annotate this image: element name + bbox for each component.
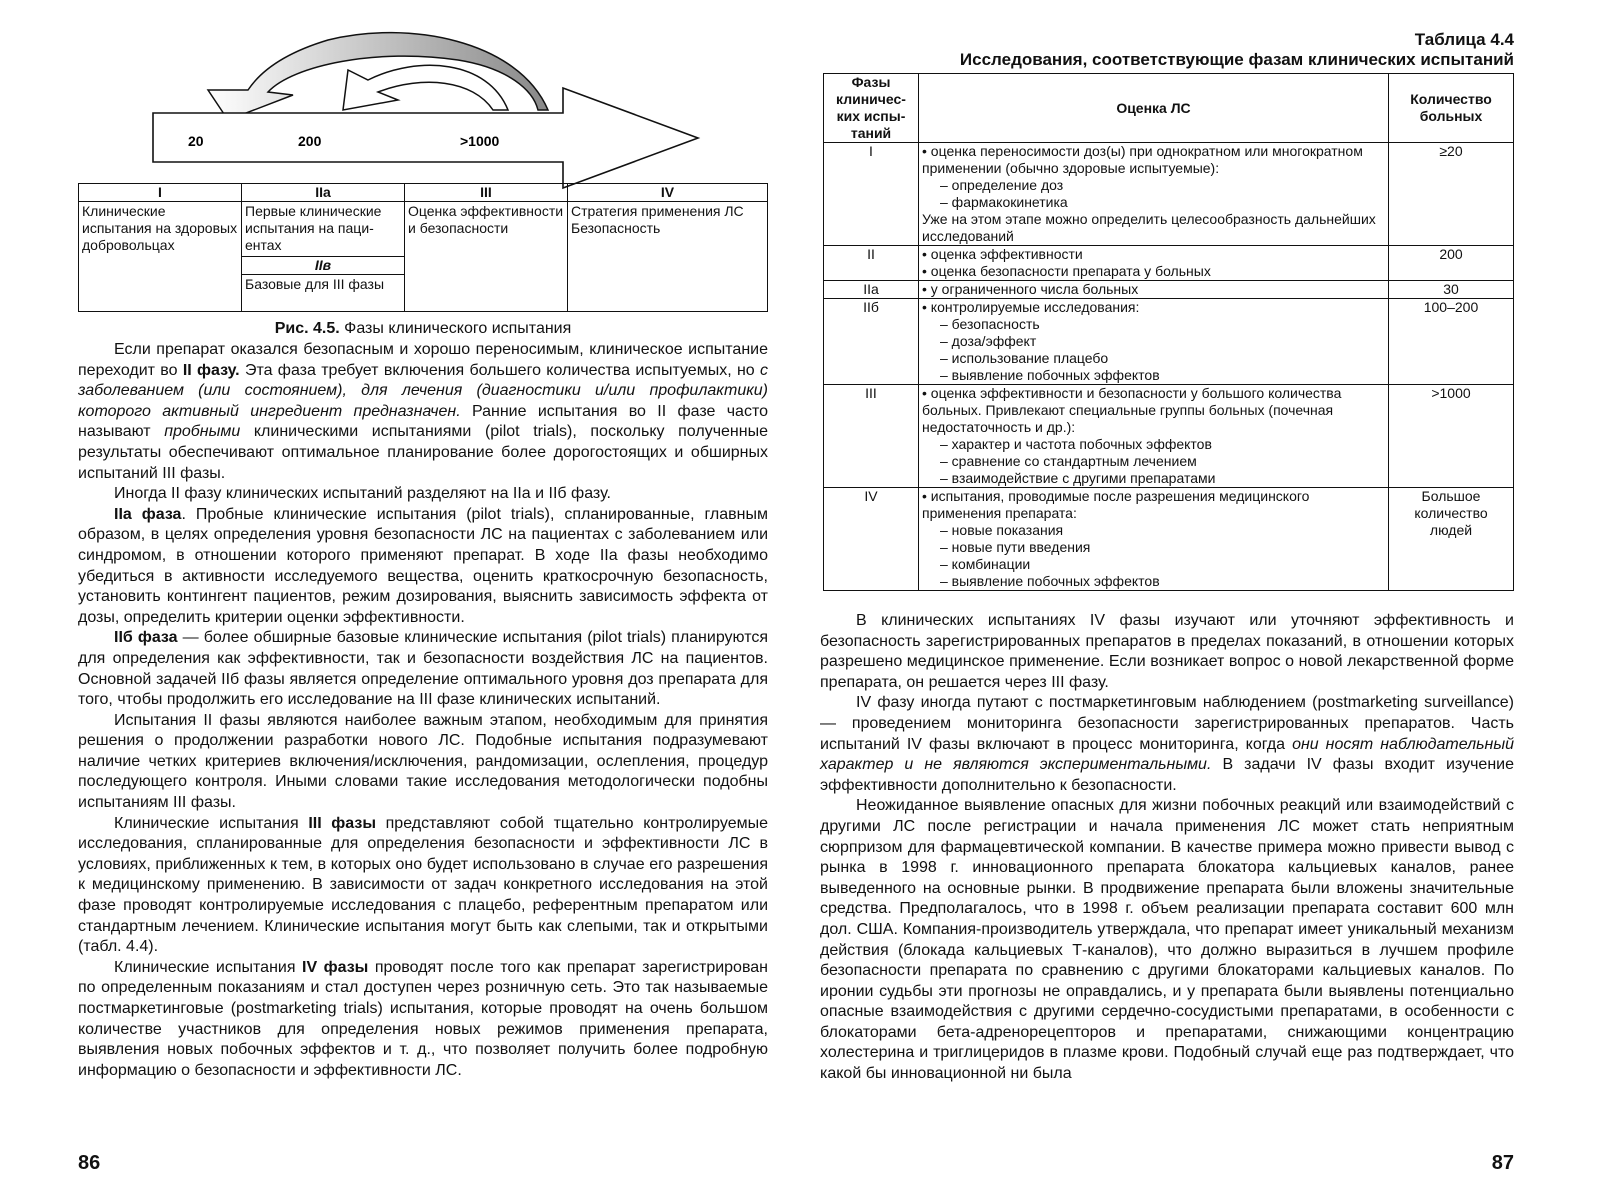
row-phase: III	[824, 385, 919, 488]
phase-body-iv: Стратегия применения ЛС Безопасность	[568, 202, 768, 312]
page-number-right: 87	[1491, 1152, 1514, 1174]
paragraph: Испытания II фазы являются наиболее важным этапом, необходимым для принятия решения о продолжении разработки нового ЛС. Подобные испытания подразумевают наличие четких критериев включения/исключения, рандомизации, ослепления, процедур последующего контроля. Иными словами такие исследования методологически подобны испытаниям III фазы.	[78, 711, 768, 812]
arrow-number-200: 200	[298, 133, 322, 149]
table-row	[824, 385, 1514, 488]
row-count: 200	[1389, 246, 1514, 281]
phase-body-i: Клинические испытания на здоровых добровольцах	[79, 202, 242, 312]
row-assessment	[919, 488, 1389, 591]
arrow-number-1000: >1000	[460, 133, 500, 149]
header-phase: Фазы клиничес-ких испы-таний	[824, 74, 919, 143]
phases-arrow-diagram	[78, 20, 768, 190]
table-number: Таблица 4.4	[1414, 30, 1514, 49]
phase-head-iia: IIa	[242, 184, 405, 202]
table-row	[824, 143, 1514, 246]
phase-head-i: I	[79, 184, 242, 202]
paragraph: Иногда II фазу клинических испытаний разделяют на IIa и IIб фазу.	[114, 485, 611, 503]
paragraph: IIб фаза — более обширные базовые клинические испытания (pilot trials) планируются для определения как эффективности, так и безопасности воздействия ЛС на пациентов. Основной задачей IIб фазы является определение оптимального уровня доз препарата для того, чтобы продолжить его исследование на III фазе клинических испытаний.	[78, 629, 769, 709]
assessment-line: • оценка эффективности и безопасности у большого количества больных. Привлекают специальные группы больных (почечная недостаточность и др.):	[922, 385, 1342, 435]
right-page	[800, 0, 1600, 1188]
row-assessment	[919, 281, 1389, 299]
table-row	[824, 246, 1514, 281]
row-phase: IIб	[824, 299, 919, 385]
paragraph: IIa фаза. Пробные клинические испытания (pilot trials), спланированные, главным образом, в целях определения уровня безопасности ЛС на пациентах с заболеванием или синдромом, в отношении которого применяют препарат. В ходе IIa фазы необходимо убедиться в активности исследуемого вещества, оценить краткосрочную безопасность, установить контингент пациентов, режим дозирования, выяснить зависимость эффекта от дозы, определить критерии оценки эффективности.	[78, 505, 769, 626]
header-assessment: Оценка ЛС	[919, 74, 1389, 143]
phase-body-iib: Базовые для III фазы	[242, 275, 405, 312]
assessment-line: – новые показания	[940, 522, 1064, 538]
assessment-line: – выявление побочных эффектов	[940, 573, 1160, 589]
row-phase: I	[824, 143, 919, 246]
row-assessment	[919, 143, 1389, 246]
assessment-line: – новые пути введения	[940, 539, 1091, 555]
table-row	[824, 488, 1514, 591]
row-count: ≥20	[1389, 143, 1514, 246]
phase-head-iv: IV	[568, 184, 768, 202]
paragraph: IV фазу иногда путают с постмаркетинговым наблюдением (postmarketing surveillance) — проведением мониторинга безопасности зарегистрированных препаратов. Часть испытаний IV фазы включают в процесс мониторинга, когда они носят наблюдательный характер и не являются экспериментальными. В задачи IV фазы входит изучение эффективности дополнительно к безопасности.	[820, 694, 1514, 794]
table-title: Исследования, соответствующие фазам клинических испытаний	[959, 50, 1514, 69]
assessment-line: – сравнение со стандартным лечением	[940, 453, 1197, 469]
phase-head-iib: IIв	[242, 257, 405, 275]
assessment-line: – выявление побочных эффектов	[940, 367, 1160, 383]
page-number-left: 86	[78, 1152, 101, 1174]
row-count: Большое количество людей	[1389, 488, 1514, 591]
header-count: Количество больных	[1389, 74, 1514, 143]
assessment-line: – комбинации	[940, 556, 1031, 572]
assessment-line: • оценка эффективности	[922, 246, 1083, 262]
assessment-line: – взаимодействие с другими препаратами	[940, 470, 1216, 486]
assessment-line: – характер и частота побочных эффектов	[940, 436, 1212, 452]
figure-caption	[78, 320, 768, 338]
row-phase: IV	[824, 488, 919, 591]
row-phase: IIa	[824, 281, 919, 299]
paragraph: Неожиданное выявление опасных для жизни побочных реакций или взаимодействий с другими ЛС после регистрации и начала применения ЛС может стать неприятным сюрпризом для фармацевтической компании. В качестве примера можно привести вывод с рынка в 1998 г. инновационного препарата блокатора кальциевых каналов, ранее выведенного на основные рынки. В продвижение препарата были вложены значительные средства. Предполагалось, что в 1998 г. объем реализации препарата составит 600 млн дол. США. Компания-производитель утверждала, что препарат имеет уникальный механизм действия (блокада кальциевых Т-каналов), что должно выразиться в лучшем профиле безопасности препарата по сравнению с другими блокаторами кальциевых каналов. По иронии судьбы эти прогнозы не оправдались, и у препарата были выявлены потенциально опасные взаимодействия с другими сердечно-сосудистыми препаратами, в особенности с блокаторами бета-адренорецепторов и препаратами, снижающими концентрацию холестерина и триглицеридов в плазме крови. Подобный случай еще раз подтверждает, что какой бы инновационной ни была	[820, 797, 1514, 1083]
assessment-line: • оценка переносимости доз(ы) при однократном или многократном применении (обычно здоровые испытуемые):	[922, 143, 1363, 176]
phases-table	[78, 183, 768, 312]
assessment-line: • испытания, проводимые после разрешения медицинского применения препарата:	[922, 488, 1310, 521]
row-count: >1000	[1389, 385, 1514, 488]
row-assessment	[919, 385, 1389, 488]
right-body-text	[820, 611, 1514, 1085]
phases-assessment-table	[823, 73, 1514, 591]
table-row	[824, 299, 1514, 385]
assessment-line: – определение доз	[940, 177, 1064, 193]
table-row	[824, 281, 1514, 299]
assessment-line: – безопасность	[940, 316, 1040, 332]
curved-arrow-small	[343, 65, 508, 110]
assessment-line: • контролируемые исследования:	[922, 299, 1140, 315]
row-count: 30	[1389, 281, 1514, 299]
left-body-text	[78, 340, 768, 1081]
caption-label: Рис. 4.5.	[274, 320, 340, 337]
row-phase: II	[824, 246, 919, 281]
assessment-line: • оценка безопасности препарата у больных	[922, 263, 1211, 279]
paragraph: Клинические испытания IV фазы проводят после того как препарат зарегистрирован по определенным показаниям и стал доступен через розничную сеть. Это так называемые постмаркетинговые (postmarketing trials) испытания, которые проводят на очень большом количестве участников для определения новых режимов применения препарата, выявления новых побочных эффектов и т. д., что позволяет получить более подробную информацию о безопасности и эффективности ЛС.	[78, 958, 769, 1079]
phase-body-iii: Оценка эффективности и безопасности	[405, 202, 568, 312]
assessment-line: – фармакокинетика	[940, 194, 1068, 210]
assessment-line: • у ограниченного числа больных	[922, 281, 1139, 297]
assessment-line: – использование плацебо	[940, 350, 1109, 366]
paragraph: В клинических испытаниях IV фазы изучают или уточняют эффективность и безопасность зарегистрированных препаратов в пределах показаний, в отношении которых разрешено медицинское применение. Если возникает вопрос о новой лекарственной форме препарата, он решается через III фазу.	[820, 612, 1514, 691]
assessment-line: Уже на этом этапе можно определить целесообразность дальнейших исследований	[922, 211, 1376, 244]
row-assessment	[919, 246, 1389, 281]
row-count: 100–200	[1389, 299, 1514, 385]
phase-body-iia: Первые клинические испытания на паци-ентах	[242, 202, 405, 257]
paragraph: Если препарат оказался безопасным и хорошо переносимым, клиническое испытание переходит во II фазу. Эта фаза требует включения большего количества испытуемых, но с заболеванием (или состоянием), для лечения (диагностики и/или профилактики) которого активный ингредиент предназначен. Ранние испытания во II фазе часто называют пробными клиническими испытаниями (pilot trials), поскольку полученные результаты обеспечивают оптимальное планирование более дорогостоящих и обширных испытаний III фазы.	[78, 341, 768, 482]
assessment-line: – доза/эффект	[940, 333, 1037, 349]
phase-head-iii: III	[405, 184, 568, 202]
caption-text: Фазы клинического испытания	[344, 320, 572, 337]
arrow-number-20: 20	[188, 133, 204, 149]
paragraph: Клинические испытания III фазы представляют собой тщательно контролируемые исследования, спланированные для определения безопасности и эффективности ЛС в условиях, приближенных к тем, в которых оно будет использовано в случае его разрешения к медицинскому применению. В зависимости от задач конкретного исследования на этой фазе проводят контролируемые исследования с плацебо, референтным препаратом или стандартным лечением. Клинические испытания могут быть как слепыми, так и открытыми (табл. 4.4).	[78, 814, 768, 956]
row-assessment	[919, 299, 1389, 385]
